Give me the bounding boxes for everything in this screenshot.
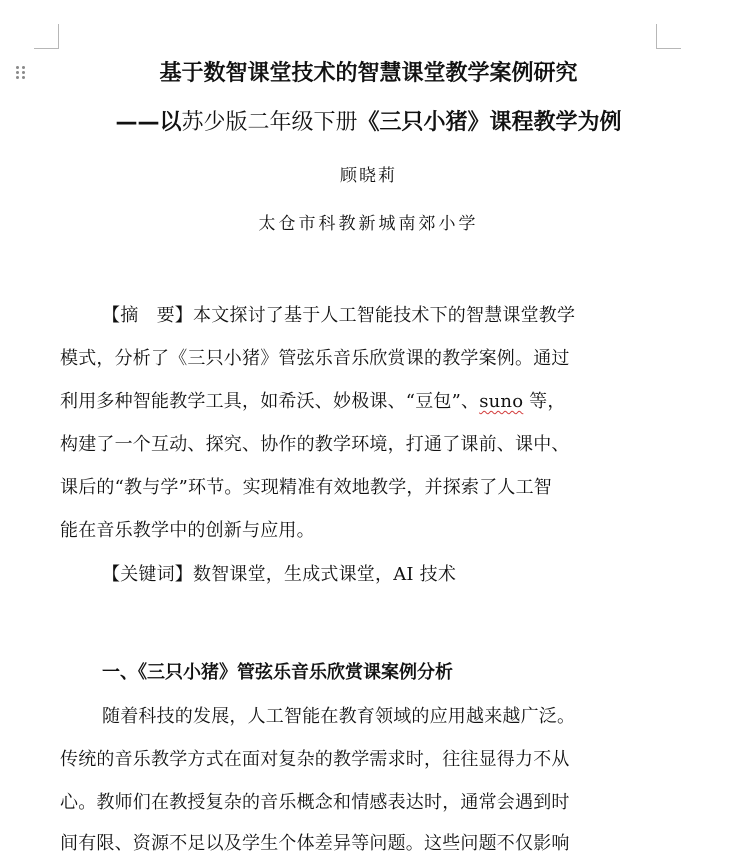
author-affiliation: 太仓市科教新城南郊小学	[258, 214, 479, 234]
page-corner-mark-top-right	[656, 24, 681, 49]
spellcheck-flagged-word[interactable]: suno	[479, 391, 524, 412]
section-1-line-4: 间有限、资源不足以及学生个体差异等问题。这些问题不仅影响	[60, 833, 570, 854]
section-1-line-1: 随着科技的发展，人工智能在教育领域的应用越来越广泛。	[102, 706, 576, 727]
document-title: 基于数智课堂技术的智慧课堂教学案例研究	[159, 61, 578, 86]
subtitle-bold-start: 以	[159, 110, 182, 135]
abstract-line-5: 课后的“教与学”环节。实现精准有效地教学，并探索了人工智	[60, 477, 553, 498]
section-1-line-3: 心。教师们在教授复杂的音乐概念和情感表达时，通常会遇到时	[60, 792, 570, 813]
author-name: 顾晓莉	[340, 166, 397, 186]
section-heading-1: 一、《三只小猪》管弦乐音乐欣赏课案例分析	[102, 662, 453, 683]
document-subtitle	[0, 108, 737, 138]
abstract-line-3	[60, 389, 566, 415]
abstract-line-1: 【摘 要】本文探讨了基于人工智能技术下的智慧课堂教学	[102, 305, 576, 326]
keywords-line: 【关键词】数智课堂，生成式课堂，AI 技术	[102, 564, 457, 585]
subtitle-normal-mid: 苏少版二年级下册	[181, 110, 358, 135]
subtitle-dash: ——	[115, 110, 160, 135]
abstract-line-2: 模式，分析了《三只小猪》管弦乐音乐欣赏课的教学案例。通过	[60, 348, 570, 369]
subtitle-bold-end: 《三只小猪》课程教学为例	[357, 110, 622, 135]
abstract-line-3-text: 利用多种智能教学工具，如希沃、妙极课、“豆包”、	[60, 391, 480, 412]
abstract-line-3-end: 等，	[523, 391, 566, 412]
abstract-line-6: 能在音乐教学中的创新与应用。	[60, 520, 315, 541]
abstract-line-4: 构建了一个互动、探究、协作的教学环境，打通了课前、课中、	[60, 434, 570, 455]
section-1-line-2: 传统的音乐教学方式在面对复杂的教学需求时，往往显得力不从	[60, 749, 570, 770]
page-corner-mark-top-left	[34, 24, 59, 49]
